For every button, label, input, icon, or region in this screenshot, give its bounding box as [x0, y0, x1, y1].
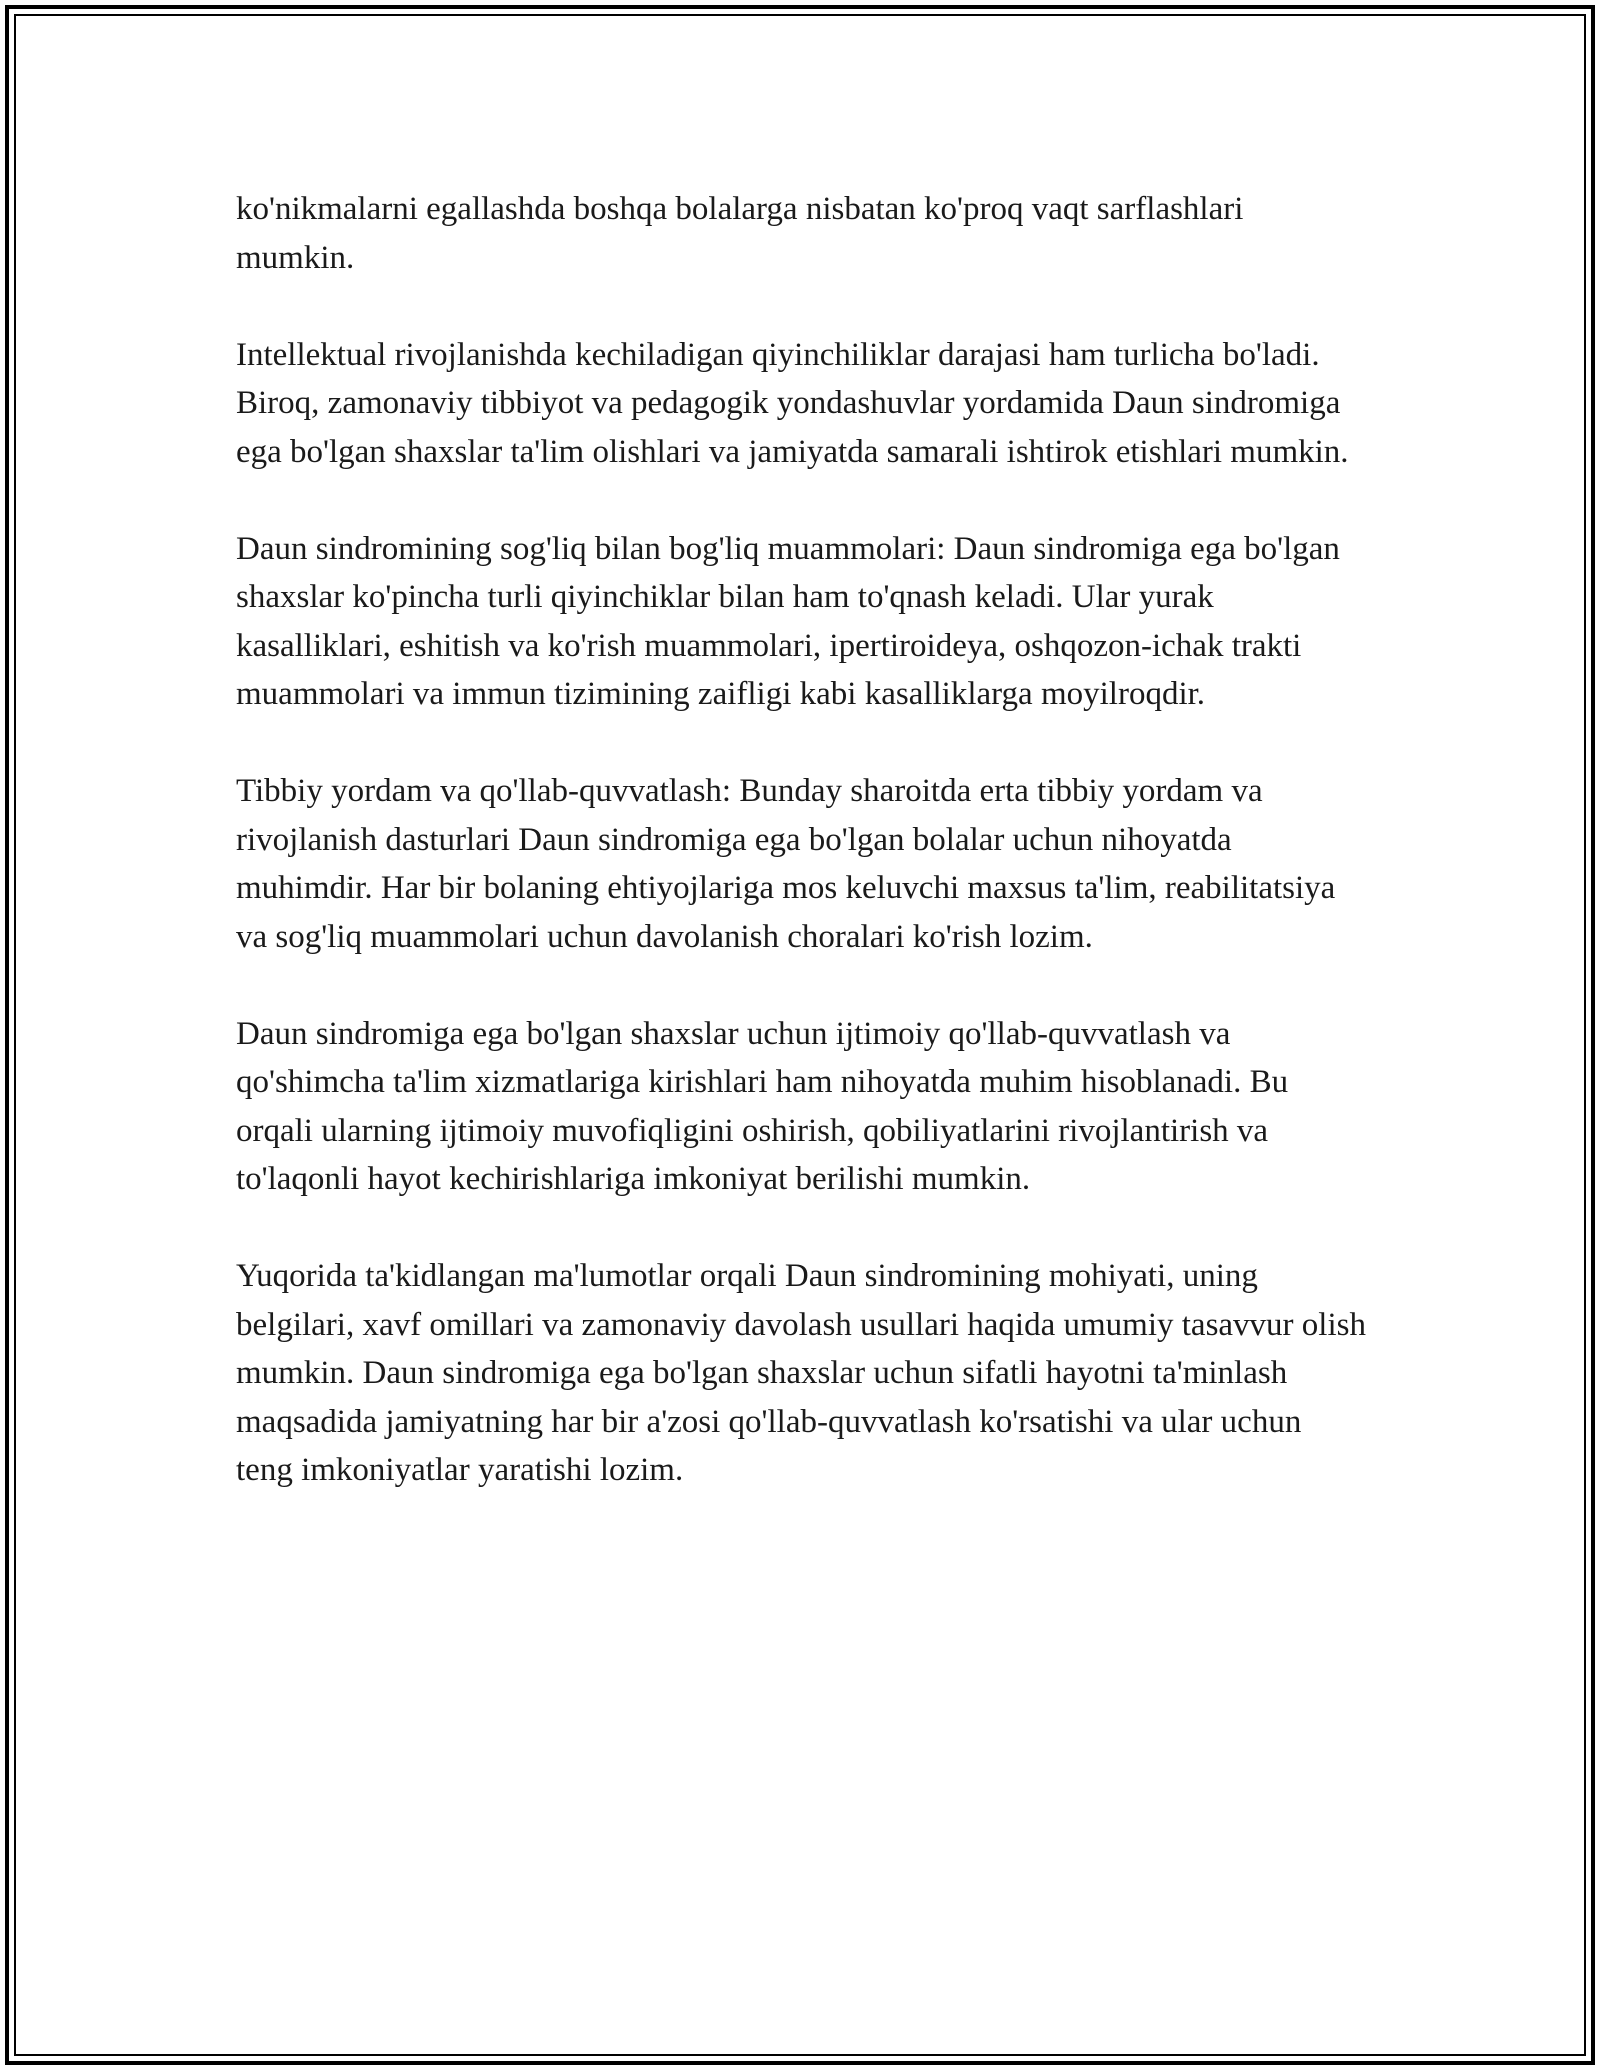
paragraph-2: Intellektual rivojlanishda kechiladigan qiyinchiliklar darajasi ham turlicha bo'ladi. Biroq, zamonaviy tibbiyot va pedagogik yondashuvlar yordamida Daun sindromiga ega bo'lgan shaxslar ta'lim olishlari va jamiyatda samarali ishtirok etishlari mumkin.	[236, 336, 1349, 470]
paragraph-4: Tibbiy yordam va qo'llab-quvvatlash: Bunday sharoitda erta tibbiy yordam va rivojlanish dasturlari Daun sindromiga ega bo'lgan bolalar uchun nihoyatda muhimdir. Har bir bolaning ehtiyojlariga mos keluvchi maxsus ta'lim, reabilitatsiya va sog'liq muammolari uchun davolanish choralari ko'rish lozim.	[236, 773, 1336, 955]
paragraph-3: Daun sindromining sog'liq bilan bog'liq muammolari: Daun sindromiga ega bo'lgan shaxslar ko'pincha turli qiyinchiklar bilan ham to'qnash keladi. Ular yurak kasalliklari, eshitish va ko'rish muammolari, ipertiroideya, oshqozon-ichak trakti muammolari va immun tizimining zaifligi kabi kasalliklarga moyilroqdir.	[236, 530, 1340, 712]
document-body	[236, 185, 1366, 1543]
paragraph-6: Yuqorida ta'kidlangan ma'lumotlar orqali Daun sindromining mohiyati, uning belgilari, xavf omillari va zamonaviy davolash usullari haqida umumiy tasavvur olish mumkin. Daun sindromiga ega bo'lgan shaxslar uchun sifatli hayotni ta'minlash maqsadida jamiyatning har bir a'zosi qo'llab-quvvatlash ko'rsatishi va ular uchun teng imkoniyatlar yaratishi lozim.	[236, 1258, 1366, 1488]
paragraph-1: ko'nikmalarni egallashda boshqa bolalarga nisbatan ko'proq vaqt sarflashlari mumkin.	[236, 191, 1244, 276]
paragraph-5: Daun sindromiga ega bo'lgan shaxslar uchun ijtimoiy qo'llab-quvvatlash va qo'shimcha ta'lim xizmatlariga kirishlari ham nihoyatda muhim hisoblanadi. Bu orqali ularning ijtimoiy muvofiqligini oshirish, qobiliyatlarini rivojlantirish va to'laqonli hayot kechirishlariga imkoniyat berilishi mumkin.	[236, 1015, 1289, 1197]
